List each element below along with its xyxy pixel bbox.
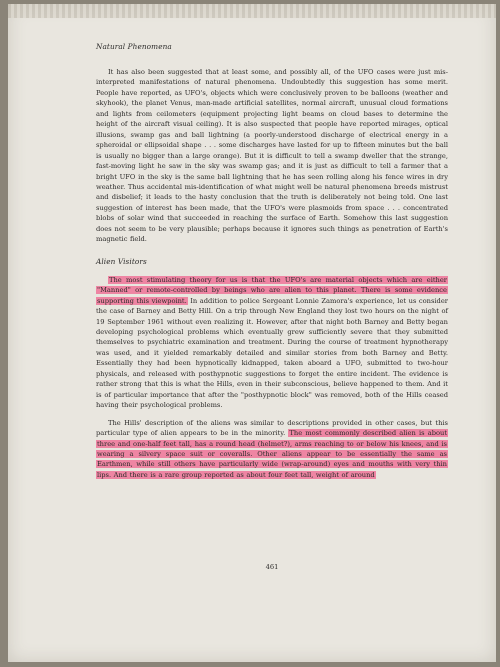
page-top-edge: [8, 4, 496, 18]
highlighted-text: The most commonly described alien is about three and one-half feet tall, has a round head (helmet?), arms reaching to or below his knees, and is wearing a silvery space suit or coveralls. Other aliens appear to be essentially the same as Earthmen, while still others have particularly wide (wrap-around) eyes and mouths with very thin lips. And there is a rare group reported as about four feet tall, weight of around: [97, 429, 448, 479]
section-heading-alien-visitors: Alien Visitors: [96, 256, 147, 266]
paragraph-alien-descriptions: [96, 418, 448, 481]
paragraph-natural-phenomena: It has also been suggested that at least some, and possibly all, of the UFO cases were just mis-interpreted manifestations of natural phenomena. Undoubtedly this suggestion has some merit. People have reported, as UFO's, objects which were conclusively proven to be balloons (weather and skyhook), the planet Venus, man-made artificial satellites, normal aircraft, unusual cloud formations and lights from ceilometers (equipment projecting light beams on cloud bases to determine the height of the aircraft visual ceiling). It is also suspected that people have reported mirages, optical illusions, swamp gas and ball lightning (a poorly-understood discharge of electrical energy in a spheroidal or ellipsoidal shape . . . some discharges have lasted for up to fifteen minutes but the ball is usually no bigger than a large orange). But it is difficult to tell a swamp dweller that the strange, fast-moving light he saw in the sky was swamp gas; and it is just as difficult to tell a farmer that a bright UFO in the sky is the same ball lightning that he has seen rolling along his fence wires in dry weather. Thus accidental mis-identification of what might well be natural phenomena breeds mistrust and disbelief; it leads to the hasty conclusion that the truth is deliberately not being told. One last suggestion of interest has been made, that the UFO's were plasmoids from space . . . concentrated blobs of solar wind that succeeded in reaching the surface of Earth. Somehow this last suggestion does not seem to be very plausible; perhaps because it ignores such things as penetration of Earth's magnetic field.: [96, 68, 448, 244]
paragraph-text: In addition to police Sergeant Lonnie Zamora's experience, let us consider the case of Barney and Betty Hill. On a trip through New England they lost two hours on the night of 19 September 1961 without even realizing it. However, after that night both Barney and Betty began developing psychological problems which eventually grew sufficiently severe that they submitted themselves to psychiatric examination and treatment. During the course of treatment hypnotherapy was used, and it yielded remarkably detailed and similar stories from both Barney and Betty. Essentially they had been hypnotically kidnapped, taken aboard a UFO, submitted to two-hour physicals, and released with posthypnotic suggestions to forget the entire incident. The evidence is rather strong that this is what the Hills, even in their subconscious, believe happened to them. And it is of particular importance that after the "posthypnotic block" was removed, both of the Hills ceased having their psychological problems.: [96, 296, 448, 410]
paragraph-text: The Hills' description of the aliens was similar to descriptions provided in other cases, but this particular type of alien appears to be in the minority.: [96, 418, 448, 438]
section-heading-natural-phenomena: Natural Phenomena: [96, 42, 172, 51]
paragraph-alien-visitors: [96, 275, 448, 411]
highlighted-text: The most stimulating theory for us is that the UFO's are material objects which are either "Manned" or remote-controlled by beings who are alien to this planet. There is some evidence supporting this viewpoint.: [97, 275, 447, 305]
page-number: 461: [265, 563, 279, 571]
page-content: [96, 42, 448, 571]
document-page: [8, 4, 496, 662]
